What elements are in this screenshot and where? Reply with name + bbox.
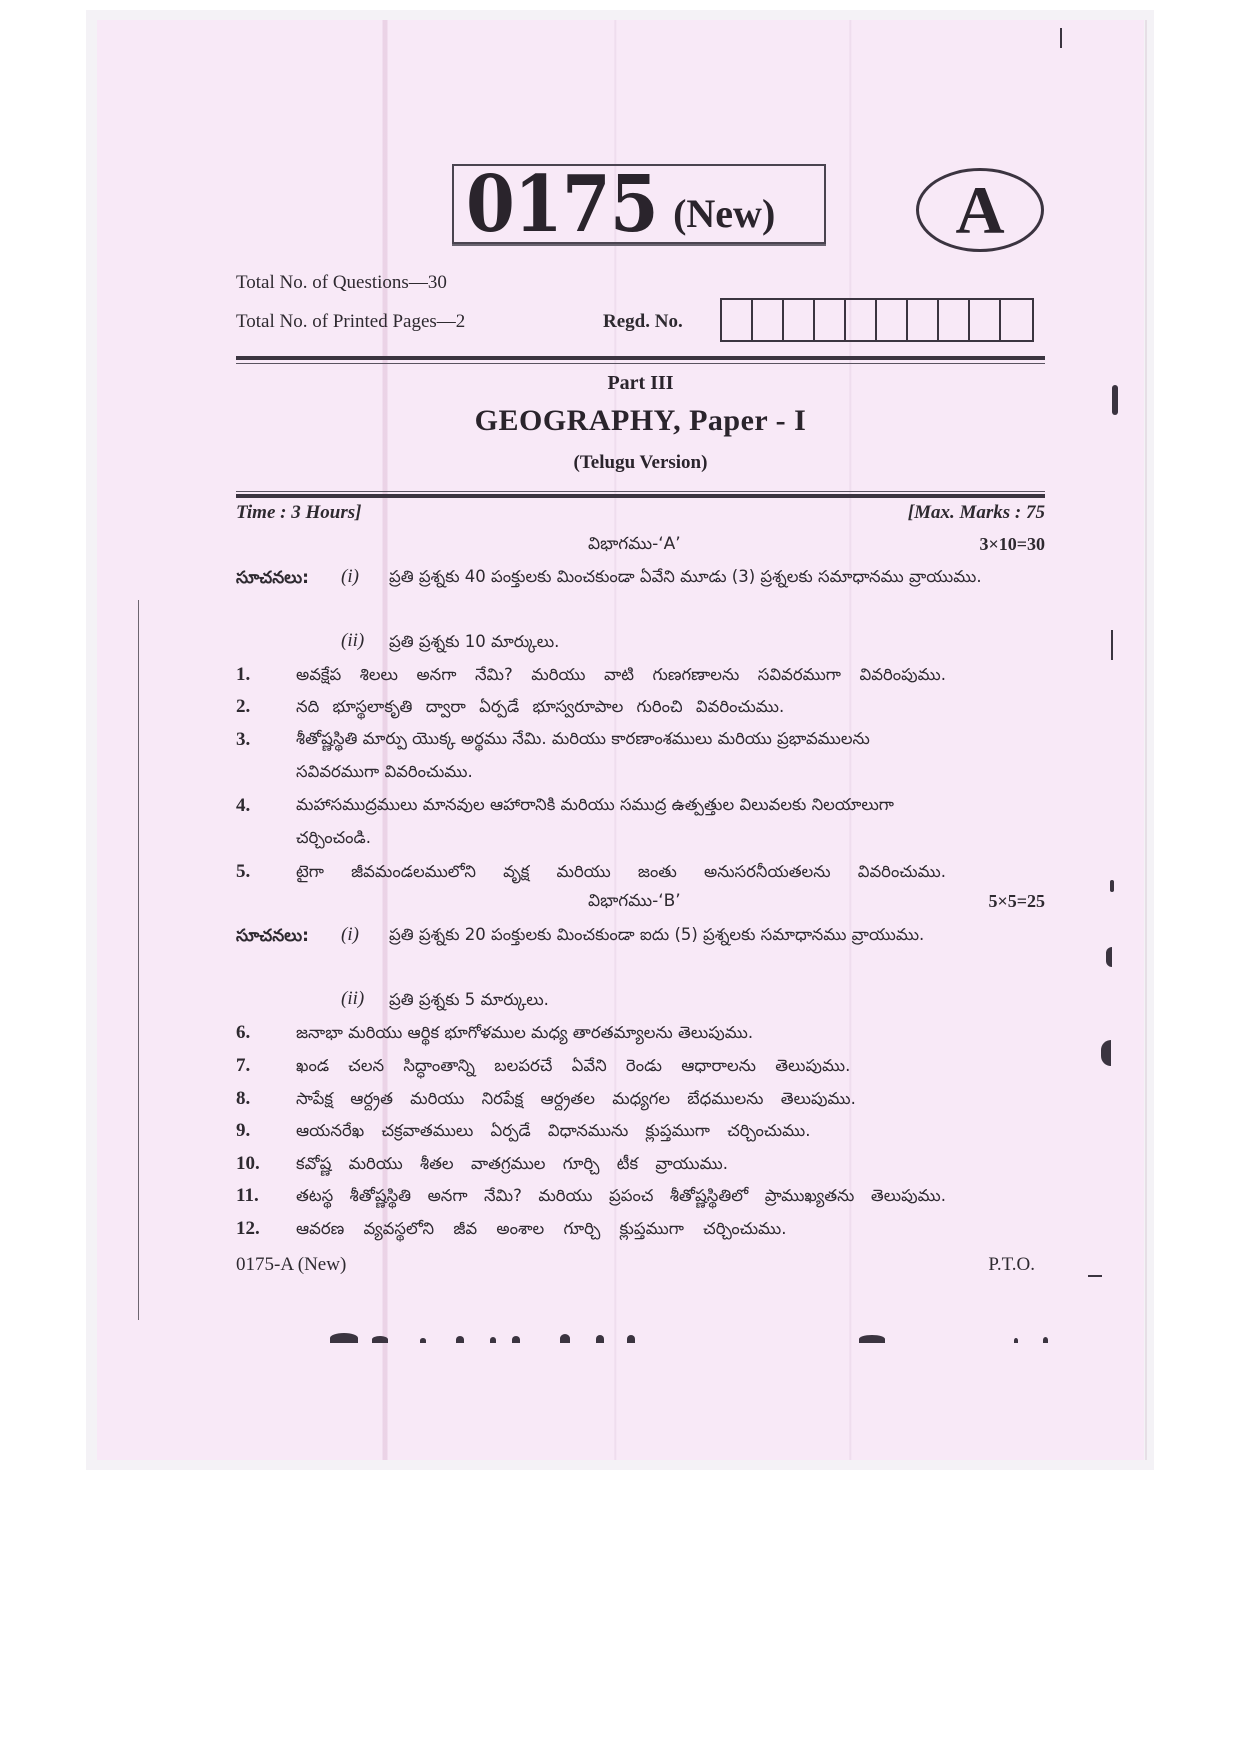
bleed-artifact [490, 1337, 496, 1343]
instruction-roman: (i) [341, 566, 359, 587]
section-a-marks: 3×10=30 [979, 534, 1045, 554]
section-a-title: విభాగము-‘A’ [588, 534, 681, 554]
scan-artifact [1106, 947, 1112, 967]
scan-artifact [1088, 1275, 1102, 1277]
question-number: 12. [236, 1218, 260, 1239]
set-indicator [916, 168, 1044, 252]
bleed-artifact [512, 1336, 520, 1343]
question-number: 6. [236, 1022, 251, 1043]
version-label: (Telugu Version) [573, 452, 708, 473]
bleed-artifact [1014, 1338, 1018, 1343]
question-text: సాపేక్ష ఆర్ద్రత మరియు నిరపేక్ష ఆర్ద్రతల మధ్యగల బేధములను తెలుపుము. [296, 1089, 856, 1108]
question-text: కవోష్ణ మరియు శీతల వాతగ్రముల గూర్చి టీక వ్రాయుము. [296, 1154, 728, 1173]
header-divider [236, 356, 1045, 360]
regd-number-boxes[interactable] [720, 298, 1034, 342]
time-allowed: Time : 3 Hours] [236, 502, 362, 523]
instruction-text: ప్రతి ప్రశ్నకు 10 మార్కులు. [389, 632, 560, 651]
question-text: నది భూస్థలాకృతి ద్వారా ఏర్పడే భూస్వరూపాల గురించి వివరించుము. [296, 697, 785, 716]
regd-digit-box[interactable] [784, 300, 815, 340]
title-divider-thin [236, 491, 1045, 492]
regd-digit-box[interactable] [1001, 300, 1032, 340]
scan-artifact [1112, 385, 1118, 415]
regd-digit-box[interactable] [722, 300, 753, 340]
scan-artifact [1110, 880, 1114, 892]
regd-digit-box[interactable] [753, 300, 784, 340]
bleed-artifact [1043, 1337, 1048, 1343]
bleed-artifact [372, 1336, 388, 1343]
question-text: శీతోష్ణస్థితి మార్పు యొక్క అర్థము నేమి. మరియు కారణాంశములు మరియు ప్రభావములను సవివరముగా వివరించుము. [296, 729, 870, 781]
regd-digit-box[interactable] [815, 300, 846, 340]
regd-digit-box[interactable] [970, 300, 1001, 340]
paper-code: 0175 [466, 158, 658, 250]
part-label: Part III [607, 372, 674, 394]
instruction-text: ప్రతి ప్రశ్నకు 40 పంక్తులకు మించకుండా ఏవేని మూడు (3) ప్రశ్నలకు సమాధానము వ్రాయుము. [389, 567, 982, 586]
section-b-title: విభాగము-‘B’ [588, 891, 681, 911]
question-text: అవక్షేప శిలలు అనగా నేమి? మరియు వాటి గుణగణాలను సవివరముగా వివరింపుము. [296, 665, 946, 684]
instruction-roman: (i) [341, 924, 359, 945]
question-text: తటస్థ శీతోష్ణస్థితి అనగా నేమి? మరియు ప్రపంచ శీతోష్ణస్థితిలో ప్రాముఖ్యతను తెలుపుము. [296, 1186, 946, 1205]
set-letter: A [955, 172, 1005, 248]
question-text: టైగా జీవమండలములోని వృక్ష మరియు జంతు అనుసరనీయతలను వివరించుము. [296, 862, 946, 881]
paper-code-box [452, 158, 826, 250]
total-pages: Total No. of Printed Pages—2 [236, 311, 466, 332]
regd-digit-box[interactable] [939, 300, 970, 340]
margin-line [138, 600, 139, 1320]
bleed-artifact [456, 1336, 464, 1343]
scan-artifact [1111, 630, 1113, 660]
question-number: 2. [236, 696, 251, 717]
question-number: 8. [236, 1088, 251, 1109]
bleed-artifact [330, 1333, 358, 1343]
subject-title: GEOGRAPHY, Paper - I [474, 404, 807, 437]
bleed-artifact [560, 1334, 570, 1343]
question-number: 10. [236, 1153, 260, 1174]
footer-pto: P.T.O. [988, 1254, 1035, 1275]
question-text: ఖండ చలన సిద్ధాంతాన్ని బలపరచే ఏవేని రెండు ఆధారాలను తెలుపుము. [296, 1056, 851, 1075]
title-divider [236, 494, 1045, 498]
question-number: 9. [236, 1120, 251, 1141]
paper-code-suffix: (New) [673, 190, 776, 236]
footer-paper-code: 0175-A (New) [236, 1254, 347, 1275]
instruction-text: ప్రతి ప్రశ్నకు 5 మార్కులు. [389, 990, 549, 1009]
bleed-artifact [859, 1335, 885, 1343]
header-divider-thin [236, 363, 1045, 364]
question-text: జనాభా మరియు ఆర్థిక భూగోళముల మధ్య తారతమ్యాలను తెలుపుము. [296, 1023, 754, 1042]
page-edge-shadow [1145, 20, 1147, 1460]
question-number: 3. [236, 729, 251, 750]
scan-artifact [1101, 1040, 1111, 1066]
section-b-instructions-label: సూచనలు: [236, 926, 309, 946]
question-text: మహాసముద్రములు మానవుల ఆహారానికి మరియు సముద్ర ఉత్పత్తుల విలువలకు నిలయాలుగా చర్చించండి. [296, 795, 894, 847]
question-number: 11. [236, 1185, 259, 1206]
section-a-instructions-label: సూచనలు: [236, 568, 309, 588]
bleed-artifact [420, 1338, 426, 1343]
regd-digit-box[interactable] [877, 300, 908, 340]
regd-label: Regd. No. [603, 311, 683, 332]
instruction-text: ప్రతి ప్రశ్నకు 20 పంక్తులకు మించకుండా ఐదు (5) ప్రశ్నలకు సమాధానము వ్రాయుము. [389, 925, 925, 944]
regd-digit-box[interactable] [846, 300, 877, 340]
question-text: ఆయనరేఖ చక్రవాతములు ఏర్పడే విధానమును క్లుప్తముగా చర్చించుము. [296, 1121, 811, 1140]
instruction-roman: (ii) [341, 630, 365, 651]
max-marks: [Max. Marks : 75 [907, 502, 1045, 523]
question-number: 4. [236, 795, 251, 816]
instruction-roman: (ii) [341, 988, 365, 1009]
question-text: ఆవరణ వ్యవస్థలోని జీవ అంశాల గూర్చి క్లుప్తముగా చర్చించుము. [296, 1219, 787, 1238]
regd-digit-box[interactable] [908, 300, 939, 340]
bleed-artifact [596, 1335, 604, 1343]
question-number: 1. [236, 664, 251, 685]
section-b-marks: 5×5=25 [988, 891, 1045, 911]
question-number: 5. [236, 861, 251, 882]
total-questions: Total No. of Questions—30 [236, 272, 447, 293]
question-number: 7. [236, 1055, 251, 1076]
bleed-artifact [627, 1335, 635, 1343]
scan-artifact [1060, 28, 1062, 48]
